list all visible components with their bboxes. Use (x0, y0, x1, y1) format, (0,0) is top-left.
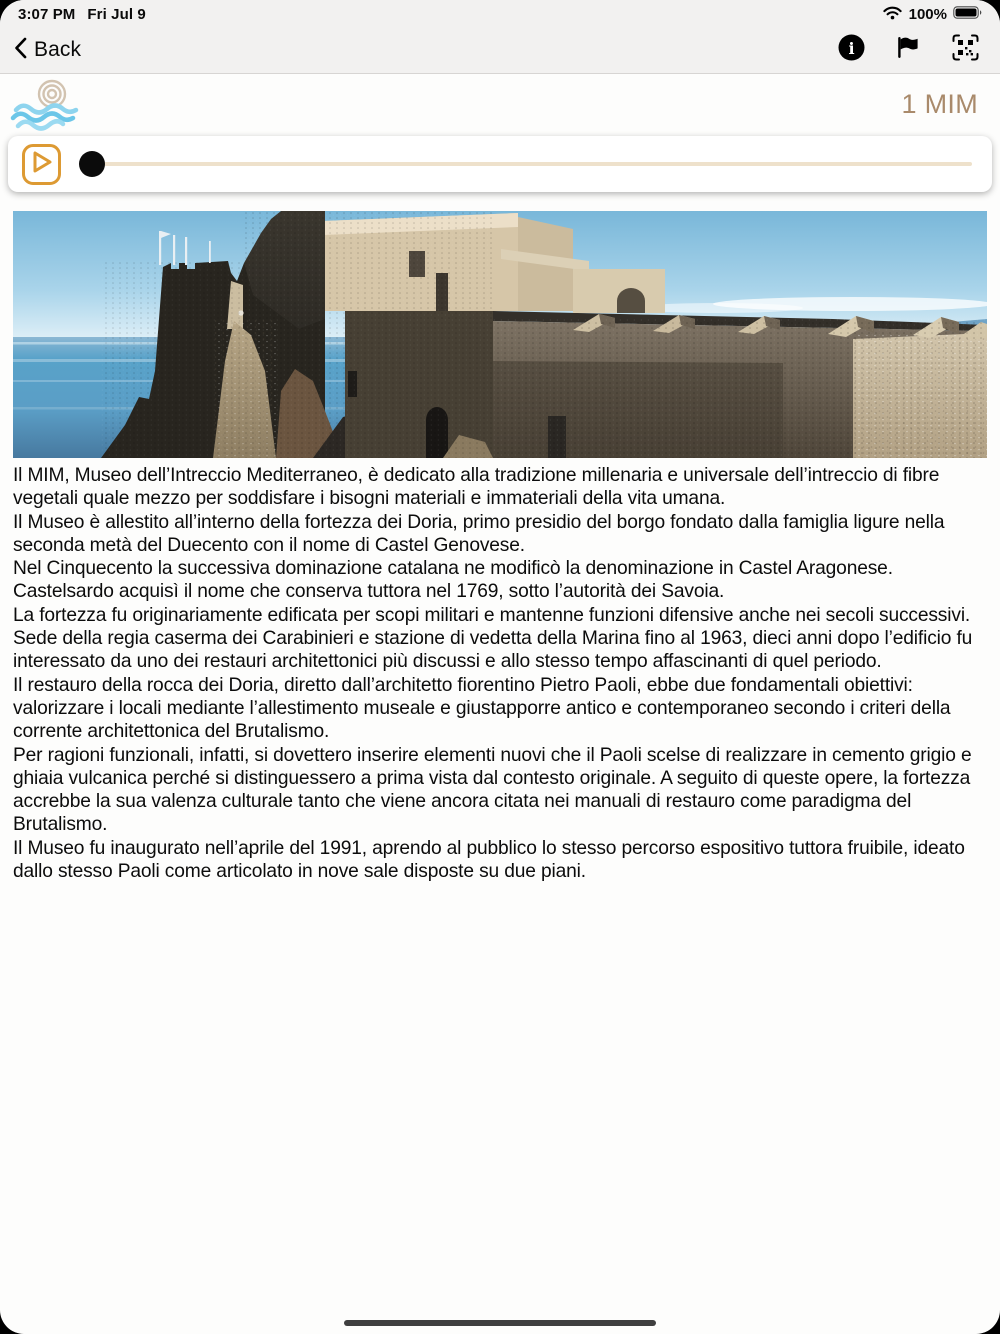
status-right (882, 5, 982, 24)
paragraph: Il Museo fu inaugurato nell’aprile del 1991, aprendo al pubblico lo stesso percorso espositivo tuttora fruibile, ideato dallo stesso Paoli come articolato in nove sale disposte su due piani. (13, 837, 965, 883)
status-bar (0, 0, 1000, 27)
paragraph: Sede della regia caserma dei Carabinieri e stazione di vedetta della Marina fino al 1963, dieci anni dopo l’edificio fu interessato da uno dei restauri architettonici più discussi e allo stesso tempo affascinanti di quel periodo. (13, 628, 973, 673)
audio-player-bar (8, 136, 992, 192)
status-time: 3:07 PM (18, 6, 76, 23)
battery-percent: 100% (908, 6, 947, 23)
back-chevron-icon (14, 37, 27, 64)
slider-knob[interactable] (79, 151, 105, 177)
play-button[interactable] (22, 144, 61, 185)
nav-bar (0, 27, 1000, 73)
flag-icon (895, 35, 921, 65)
fortress-photo-illustration (13, 211, 987, 458)
paragraph: Il Museo è allestito all’interno della fortezza dei Doria, primo presidio del borgo fondato dalla famiglia ligure nella seconda metà del Duecento con il nome di Castel Genovese. (13, 511, 945, 556)
status-date: Fri Jul 9 (87, 6, 146, 23)
paragraph: Per ragioni funzionali, infatti, si dovettero inserire elementi nuovi che il Paoli scelse di realizzare in cemento grigio e ghiaia vulcanica perché si distinguessero a prima vista dal contesto originale. A seguito di queste opere, la fortezza accrebbe la sua valenza culturale tanto che viene ancora citata nei manuali di restauro come paradigma del Brutalismo. (13, 744, 972, 836)
article-text (13, 464, 988, 883)
back-button[interactable] (14, 37, 81, 64)
info-button[interactable] (837, 36, 865, 64)
battery-full-icon (953, 6, 982, 23)
back-label: Back (34, 38, 82, 61)
play-icon (30, 149, 54, 180)
flag-button[interactable] (894, 36, 922, 64)
info-icon (838, 34, 865, 66)
paragraph: Il MIM, Museo dell’Intreccio Mediterraneo, è dedicato alla tradizione millenaria e universale dell’intreccio di fibre vegetali quale mezzo per soddisfare i bisogni materiali e immateriali della vita umana. (13, 465, 940, 510)
paragraph: Il restauro della rocca dei Doria, diretto dall’architetto fiorentino Pietro Paoli, ebbe due fondamentali obiettivi: valorizzare i locali mediante l’allestimento museale e giustapporre antico e contemporaneo secondo i criteri della corrente architettonica del Brutalismo. (13, 674, 951, 743)
wifi-icon (882, 5, 903, 24)
status-left (18, 6, 146, 23)
header (0, 74, 1000, 135)
nav-icons (837, 36, 979, 64)
paragraph: Castelsardo acquisì il nome che conserva tuttora nel 1769, sotto l’autorità dei Savoia. (13, 581, 725, 603)
home-indicator[interactable] (344, 1320, 656, 1326)
page-title: 1 MIM (901, 89, 978, 119)
paragraph: La fortezza fu originariamente edificata per scopi militari e mantenne funzioni difensive anche nei secoli successivi. (13, 604, 971, 626)
paragraph: Nel Cinquecento la successiva dominazione catalana ne modificò la denominazione in Castel Aragonese. (13, 558, 893, 580)
audio-progress-slider[interactable] (79, 142, 978, 186)
sun-spiral-waves-logo (10, 77, 86, 138)
svg-text:i: i (847, 39, 855, 58)
fortress-photo (13, 211, 987, 458)
qr-scan-icon (952, 34, 979, 66)
qr-scan-button[interactable] (951, 36, 979, 64)
slider-track[interactable] (91, 162, 972, 166)
